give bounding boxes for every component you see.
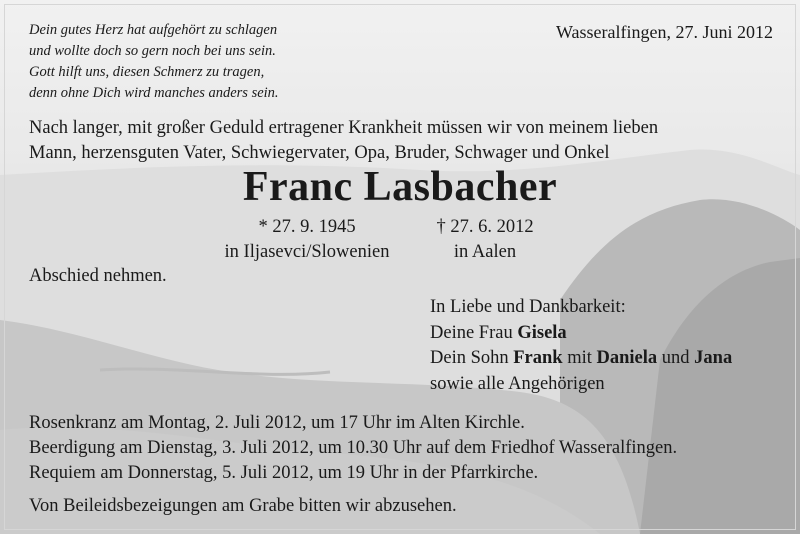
death-info (420, 215, 550, 265)
mourner-wife-line (430, 321, 732, 347)
intro-text (29, 116, 789, 166)
mourner-name: Frank (513, 348, 563, 368)
poem-line: denn ohne Dich wird manches anders sein. (29, 85, 279, 101)
mourner-name: Gisela (517, 322, 567, 343)
mourner-connector: mit (562, 348, 597, 368)
service-schedule (29, 411, 677, 486)
mourners-list (430, 295, 732, 397)
deceased-name: Franc Lasbacher (242, 164, 558, 210)
service-line: Beerdigung am Dienstag, 3. Juli 2012, um 10.30 Uhr auf dem Friedhof Wasseralfingen. (29, 438, 678, 458)
poem-line: und wollte doch so gern noch bei uns sein. (29, 43, 276, 59)
service-line: Requiem am Donnerstag, 5. Juli 2012, um 19 Uhr in der Pfarrkirche. (29, 463, 539, 483)
poem-line: Dein gutes Herz hat aufgehört zu schlagen (29, 22, 278, 38)
closing-note: Von Beileidsbezeigungen am Grabe bitten wir abzusehen. (29, 496, 457, 516)
mourner-name: Daniela (596, 348, 658, 368)
mourner-connector: und (657, 348, 695, 368)
death-date: † 27. 6. 2012 (436, 217, 534, 237)
mourner-prefix: Dein Sohn (430, 348, 514, 368)
farewell-text: Abschied nehmen. (29, 266, 167, 286)
mourner-name: Jana (694, 348, 733, 368)
mourners-relatives: sowie alle Angehörigen (430, 373, 605, 394)
intro-line: Mann, herzensguten Vater, Schwiegervater, Opa, Bruder, Schwager und Onkel (29, 143, 610, 163)
memorial-poem (29, 20, 349, 104)
intro-line: Nach langer, mit großer Geduld ertragener Krankheit müssen wir von meinem lieben (29, 118, 659, 138)
service-line: Rosenkranz am Montag, 2. Juli 2012, um 17 Uhr im Alten Kirchle. (29, 413, 525, 433)
mourner-son-line (430, 346, 732, 372)
birth-place: in Iljasevci/Slowenien (224, 242, 390, 262)
place-date: Wasseralfingen, 27. Juni 2012 (555, 22, 773, 42)
mourners-heading: In Liebe und Dankbarkeit: (430, 297, 626, 317)
poem-line: Gott hilft uns, diesen Schmerz zu tragen, (29, 64, 265, 80)
mourner-prefix: Deine Frau (430, 322, 518, 343)
birth-info (212, 215, 402, 265)
birth-date: * 27. 9. 1945 (258, 217, 356, 237)
death-place: in Aalen (453, 242, 517, 262)
